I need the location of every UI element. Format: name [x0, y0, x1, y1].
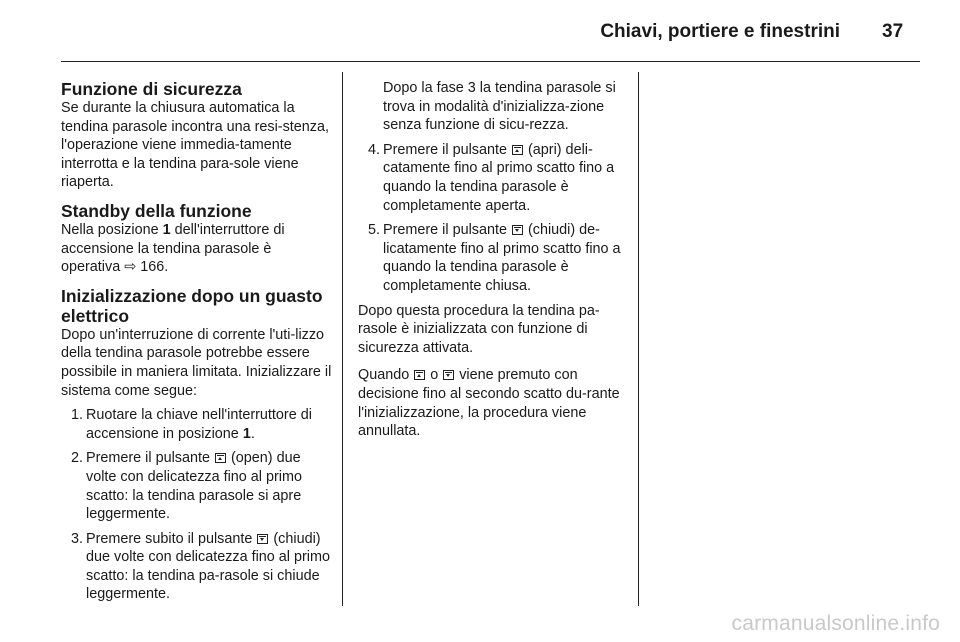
- sunblind-close-icon: [257, 534, 268, 544]
- sunblind-open-icon: [215, 453, 226, 463]
- list-item-step-2: 2. Premere il pulsante (open) due volte con delicatezza fino al primo scatto: la tendina parasole si apre leggermente.: [71, 450, 302, 523]
- section-heading-standby: Standby della funzione: [61, 200, 252, 221]
- sunblind-open-icon: [414, 370, 425, 380]
- sunblind-close-icon: [512, 225, 523, 235]
- paragraph-procedure-result: Dopo questa procedura la tendina pa-rasole è inizializzata con funzione di sicurezza attivata.: [358, 302, 600, 356]
- paragraph-initialization: Dopo un'interruzione di corrente l'uti-lizzo della tendina parasole potrebbe essere possibile in maniera limitata. Inizializzare il sistema come segue:: [61, 326, 332, 399]
- sunblind-close-icon: [443, 370, 454, 380]
- paragraph-after-step-3: Dopo la fase 3 la tendina parasole si trova in modalità d'inizializza-zione senza funzione di sicu-rezza.: [383, 80, 616, 134]
- section-heading-safety: Funzione di sicurezza: [61, 79, 242, 99]
- header-divider: [61, 61, 920, 62]
- column-divider-right: [638, 72, 639, 606]
- page-number: 37: [882, 21, 904, 42]
- list-item-step-5: 5. Premere il pulsante (chiudi) de-licatamente fino al primo scatto fino a quando la tendina parasole è completamente chiusa.: [368, 222, 621, 294]
- paragraph-safety: Se durante la chiusura automatica la tendina parasole incontra una resi-stenza, l'operazione viene immedia-tamente interrotta e la tendina para-sole viene riaperta.: [61, 100, 329, 191]
- section-heading-initialization: Inizializzazione dopo un guasto elettrico: [61, 285, 323, 326]
- sunblind-open-icon: [512, 145, 523, 155]
- page-reference-arrow-icon: ⇨: [124, 259, 137, 276]
- column-left: [61, 79, 333, 604]
- list-item-step-3: 3. Premere subito il pulsante (chiudi) due volte con delicatezza fino al primo scatto: la tendina pa-rasole si chiude leggermente.: [71, 530, 330, 603]
- column-divider-left: [342, 72, 343, 606]
- paragraph-standby: Nella posizione 1 dell'interruttore di accensione la tendina parasole è operativa ⇨ 166.: [61, 221, 285, 276]
- paragraph-cancel-note: Quando o viene premuto con decisione fino al secondo scatto du-rante l'inizializzazione, la procedura viene annullata.: [358, 367, 620, 440]
- column-middle: [358, 79, 626, 441]
- page-reference: 166: [140, 259, 165, 276]
- list-item-step-4: 4. Premere il pulsante (apri) deli-catamente fino al primo scatto fino a quando la tendina parasole è completamente aperta.: [368, 141, 615, 214]
- ignition-position: 1: [162, 221, 171, 238]
- list-item-step-1: 1. Ruotare la chiave nell'interruttore di accensione in posizione 1.: [71, 407, 312, 442]
- watermark: carmanualsonline.info: [731, 612, 940, 635]
- page-title: Chiavi, portiere e finestrini: [600, 21, 840, 42]
